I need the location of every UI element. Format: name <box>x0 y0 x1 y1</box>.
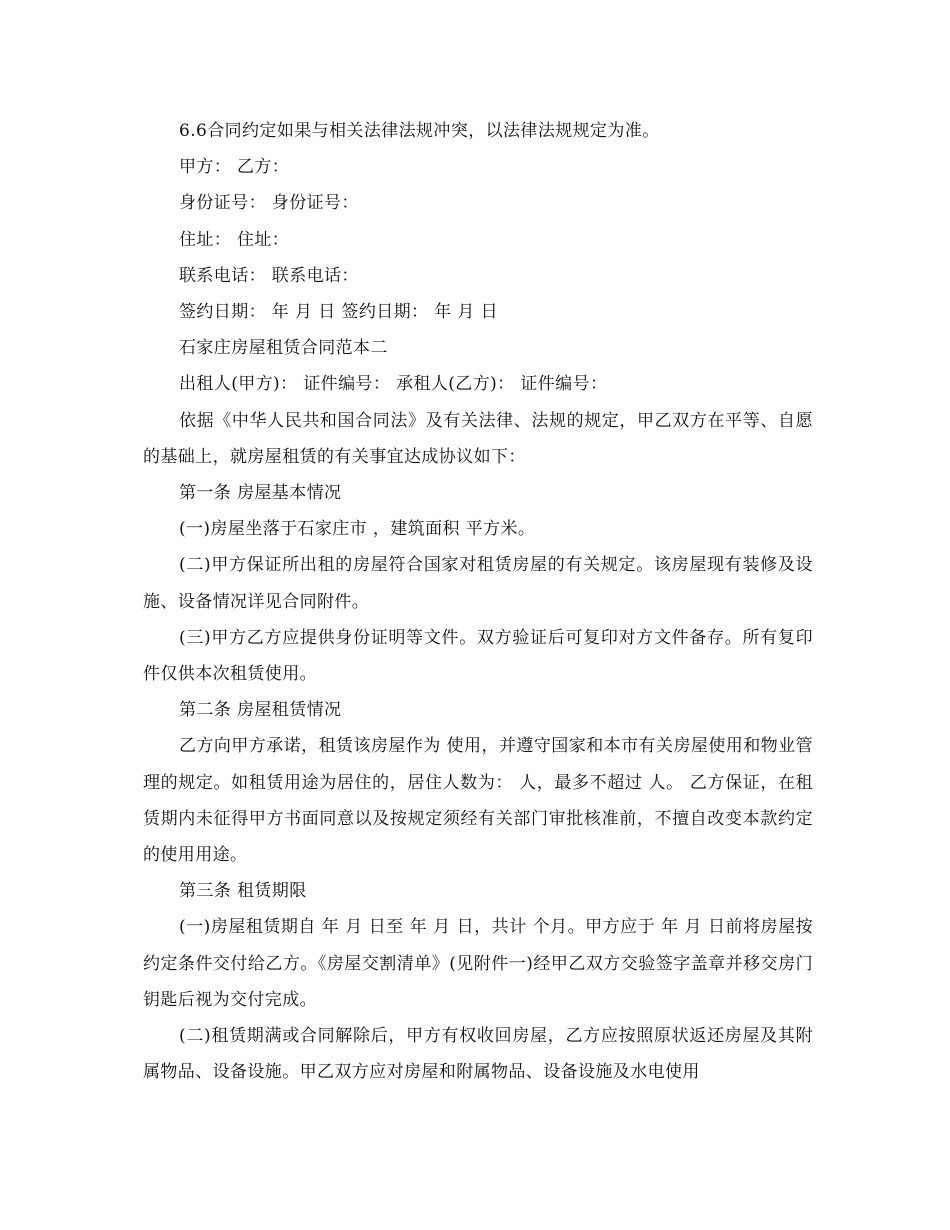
phone-label: 联系电话： 联系电话： <box>179 265 359 286</box>
lessor-lessee-label: 出租人(甲方)： 证件编号： 承租人(乙方)： 证件编号： <box>179 374 608 395</box>
article-3-heading: 第三条 租赁期限 <box>179 881 307 902</box>
article-1-item-2: (二)甲方保证所出租的房屋符合国家对租赁房屋的有关规定。该房屋现有装修及设施、设备情况详见合同附件。 <box>143 555 813 612</box>
address-label: 住址： 住址： <box>179 229 290 250</box>
signing-date-label: 签约日期： 年 月 日 签约日期： 年 月 日 <box>179 302 499 323</box>
party-a-b-label: 甲方： 乙方： <box>179 157 290 178</box>
article-1-heading: 第一条 房屋基本情况 <box>179 483 342 504</box>
article-3-item-1: (一)房屋租赁期自 年 月 日至 年 月 日，共计 个月。甲方应于 年 月 日前将房屋按约定条件交付给乙方。《房屋交割清单》(见附件一)经甲乙双方交验签字盖章并移交房门钥匙后视为交付完成。 <box>143 917 813 1010</box>
article-1-item-1: (一)房屋坐落于石家庄市 ，建筑面积 平方米。 <box>179 519 536 540</box>
preamble: 依据《中华人民共和国合同法》及有关法律、法规的规定，甲乙双方在平等、自愿的基础上，就房屋租赁的有关事宜达成协议如下： <box>143 410 813 467</box>
clause-6-6: 6.6合同约定如果与相关法律法规冲突，以法律法规规定为准。 <box>179 121 660 141</box>
id-number-label: 身份证号： 身份证号： <box>179 193 359 214</box>
document-body <box>143 113 813 1090</box>
article-2-heading: 第二条 房屋租赁情况 <box>179 700 342 721</box>
article-3-item-2: (二)租赁期满或合同解除后，甲方有权收回房屋，乙方应按照原状返还房屋及其附属物品、设备设施。甲乙双方应对房屋和附属物品、设备设施及水电使用 <box>143 1026 813 1083</box>
contract-title-2: 石家庄房屋租赁合同范本二 <box>179 338 388 359</box>
article-2-body: 乙方向甲方承诺，租赁该房屋作为 使用，并遵守国家和本市有关房屋使用和物业管理的规定。如租赁用途为居住的，居住人数为： 人，最多不超过 人。 乙方保证，在租赁期内未征得甲方书面同意以及按规定须经有关部门审批核准前，不擅自改变本款约定的使用用途。 <box>143 736 813 866</box>
article-1-item-3: (三)甲方乙方应提供身份证明等文件。双方验证后可复印对方文件备存。所有复印件仅供本次租赁使用。 <box>143 627 813 685</box>
